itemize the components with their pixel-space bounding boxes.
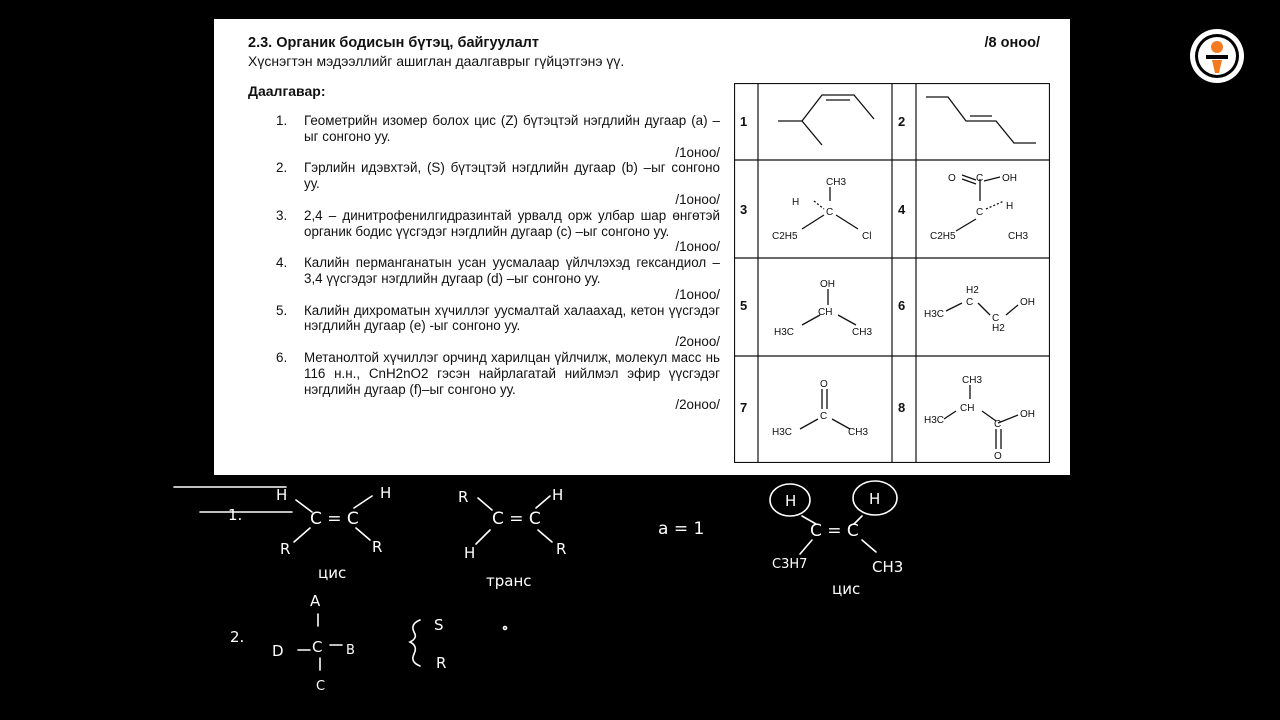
atom-label: C: [826, 207, 834, 218]
cell-number: 6: [898, 298, 906, 313]
person-logo-icon: [1188, 27, 1246, 85]
atom-label: OH: [820, 279, 835, 290]
hand-label: R: [556, 540, 567, 558]
atom-label: CH: [818, 307, 833, 318]
atom-label: CH3: [1008, 231, 1029, 242]
atom-label: C: [976, 173, 984, 184]
hand-label: R: [372, 538, 383, 556]
hand-note: транс: [486, 572, 532, 590]
hand-label: R: [436, 654, 447, 672]
task-text: 2,4 – динитрофенилгидразинтай урвалд орж улбар шар өнгөтэй органик бодис үүсгэдэг нэгдлийн дугаар (c) –ыг сонгоно уу.: [304, 207, 720, 239]
hand-formula: C = C: [492, 509, 541, 529]
atom-label: O: [948, 173, 956, 184]
atom-label: C: [976, 207, 984, 218]
task-number: 4.: [276, 255, 288, 271]
task-text: Калийн дихроматын хүчиллэг уусмалтай халаахад, кетон үүсгэдэг нэгдлийн дугаар (e) -ыг сонгоно уу.: [304, 302, 720, 334]
task-number: 6.: [276, 349, 288, 365]
atom-label: CH3: [962, 375, 983, 386]
atom-label: OH: [1020, 409, 1035, 420]
hand-label: H: [785, 492, 797, 510]
atom-label: C: [966, 297, 974, 308]
cell-number: 7: [740, 400, 748, 415]
hand-note: цис: [318, 564, 347, 582]
atom-label: H3C: [924, 415, 945, 426]
task-points: /2оноо/: [675, 397, 720, 413]
cell-number: 3: [740, 202, 748, 217]
atom-label: H2: [992, 323, 1005, 334]
cell-number: 1: [740, 114, 748, 129]
task-points: /1оноо/: [675, 239, 720, 255]
hand-label: C3H7: [772, 557, 808, 572]
hand-label: R: [458, 488, 469, 506]
atom-label: OH: [1020, 297, 1035, 308]
task-text: Геометрийн изомер болох цис (Z) бүтэцтэй нэгдлийн дугаар (a) –ыг сонгоно уу.: [304, 113, 720, 144]
hand-label: CH3: [872, 558, 904, 576]
hand-label: D: [272, 642, 284, 660]
atom-label: O: [820, 379, 828, 390]
atom-label: C2H5: [772, 231, 798, 242]
atom-label: H3C: [772, 427, 793, 438]
task-text: Метанолтой хүчиллэг орчинд харилцан үйлчилж, молекул масс нь 116 н.н., CnH2nO2 гэсэн найрлагатай нийлмэл эфир үүсгэдэг нэгдлийн дугаар (f)–ыг сонгоно уу.: [304, 349, 720, 397]
atom-label: CH3: [852, 327, 873, 338]
task-number: 2.: [276, 160, 288, 176]
hand-label: B: [346, 643, 355, 658]
task-number: 1.: [276, 113, 288, 128]
task-number: 3.: [276, 207, 288, 223]
atom-label: H: [1006, 201, 1014, 212]
atom-label: C: [820, 411, 828, 422]
task-points: /1оноо/: [675, 286, 720, 302]
cell-number: 8: [898, 400, 906, 415]
hand-label: C: [312, 638, 323, 656]
cell-number: 5: [740, 298, 748, 313]
hand-label: H: [380, 484, 392, 502]
hand-label: S: [434, 616, 444, 634]
task-text: Калийн перманганатын усан уусмалаар үйлчлэхэд гександиол – 3,4 үүсгэдэг нэгдлийн дугаар (d) –ыг сонгоно уу.: [304, 255, 720, 286]
section-title: 2.3. Органик бодисын бүтэц, байгуулалт: [248, 35, 539, 51]
hand-answer: a = 1: [658, 519, 705, 539]
atom-label: Cl: [862, 231, 872, 242]
atom-label: H: [792, 197, 800, 208]
atom-label: H3C: [924, 309, 945, 320]
hand-label: A: [310, 592, 321, 610]
section-points: /8 оноо/: [984, 35, 1040, 51]
hand-label: C: [316, 679, 326, 694]
task-points: /1оноо/: [675, 191, 720, 207]
atom-label: CH: [960, 403, 975, 414]
atom-label: OH: [1002, 173, 1017, 184]
task-label: Даалгавар:: [248, 83, 326, 99]
hand-formula: C = C: [310, 509, 359, 529]
hand-note: цис: [832, 580, 861, 598]
atom-label: C2H5: [930, 231, 956, 242]
task-number: 5.: [276, 302, 288, 318]
atom-label: C: [994, 419, 1002, 430]
hand-label: H: [276, 486, 288, 504]
task-text: Гэрлийн идэвхтэй, (S) бүтэцтэй нэгдлийн дугаар (b) –ыг сонгоно уу.: [304, 160, 720, 192]
task-points: /2оноо/: [675, 334, 720, 350]
hand-label: H: [552, 486, 564, 504]
cell-number: 4: [898, 202, 906, 217]
atom-label: H2: [966, 285, 979, 296]
hand-label: H: [464, 544, 476, 562]
section-instruction: Хүснэгтэн мэдээллийг ашиглан даалгаврыг гүйцэтгэнэ үү.: [248, 53, 625, 69]
hand-formula: C = C: [810, 521, 859, 541]
atom-label: CH3: [826, 177, 847, 188]
atom-label: H3C: [774, 327, 795, 338]
hand-number: 1.: [228, 506, 243, 524]
task-points: /1оноо/: [675, 144, 720, 160]
atom-label: O: [994, 451, 1002, 462]
atom-label: CH3: [848, 427, 869, 438]
hand-label: R: [280, 540, 291, 558]
atom-label: C: [992, 313, 1000, 324]
hand-label: H: [869, 490, 881, 508]
hand-number: 2.: [230, 628, 245, 646]
cell-number: 2: [898, 114, 906, 129]
